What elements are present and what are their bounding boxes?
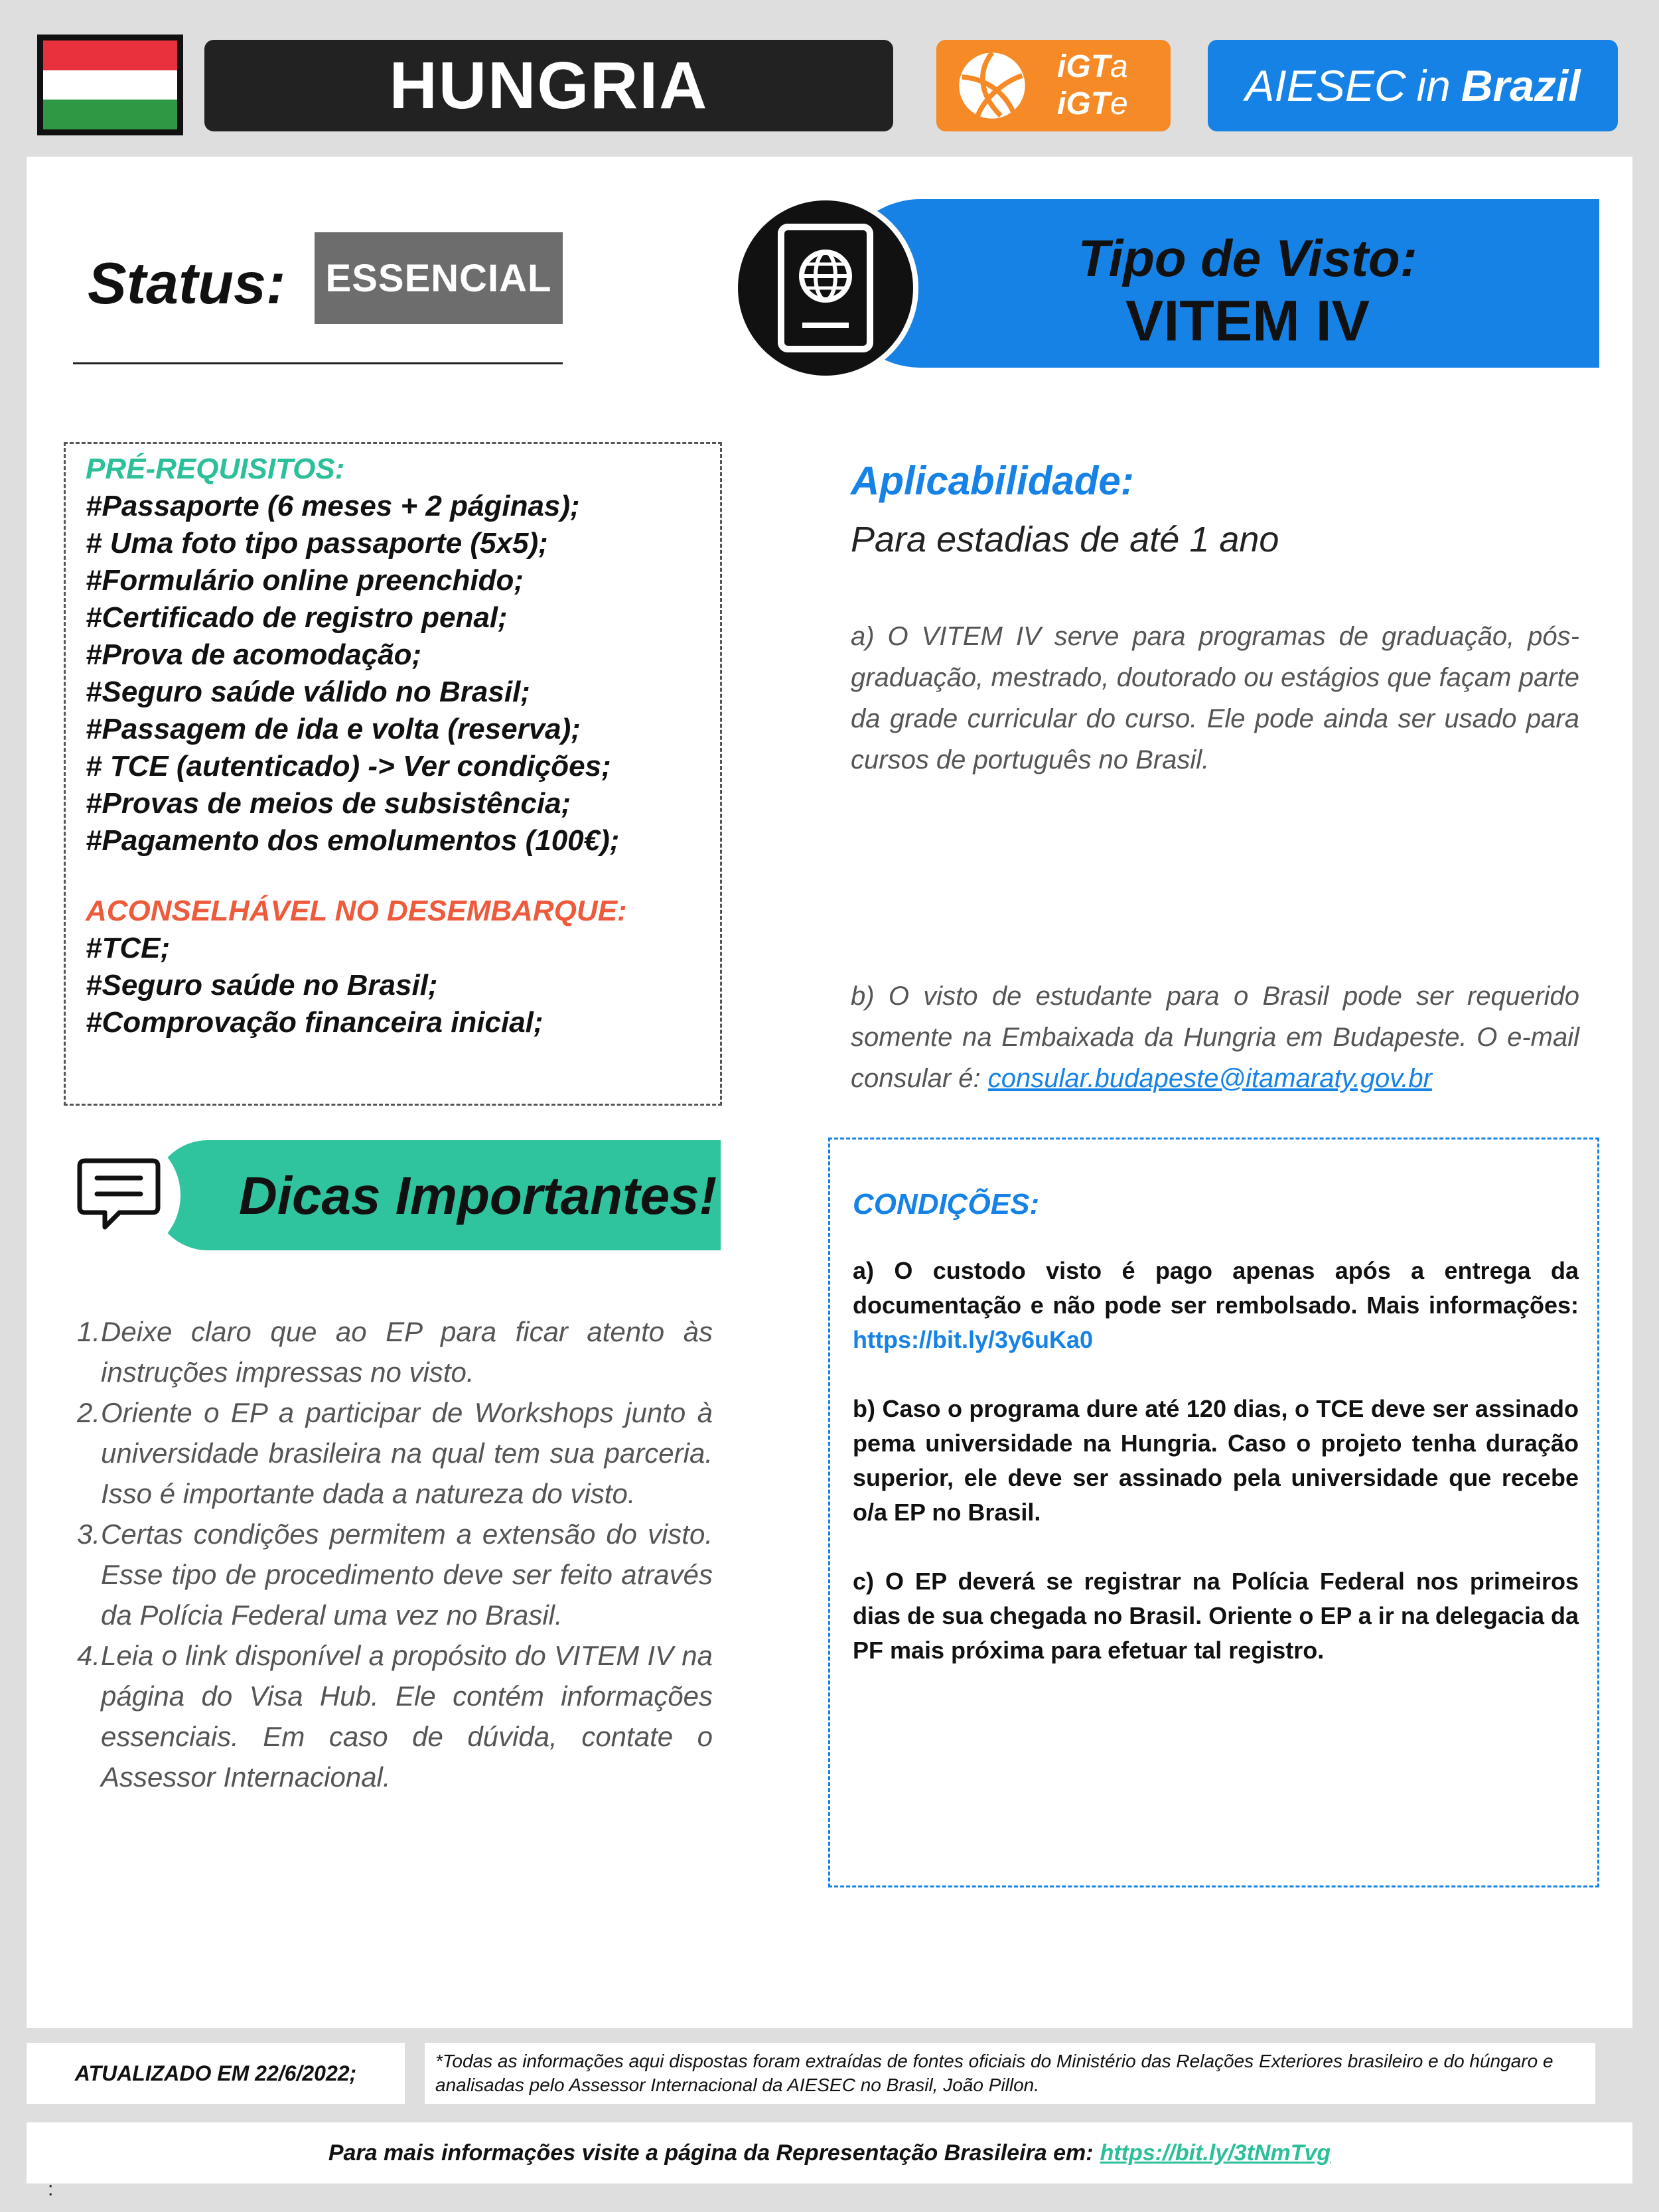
tips-title: Dicas Importantes! xyxy=(239,1166,717,1225)
visa-title-label: Tipo de Visto: xyxy=(1078,229,1417,287)
prereq-item: #Pagamento dos emolumentos (100€); xyxy=(86,824,620,857)
country-title xyxy=(204,40,893,131)
igt-line1: iGT xyxy=(1057,49,1110,84)
status-label: Status: xyxy=(88,250,286,316)
applicability-paragraph-b xyxy=(851,976,1579,1099)
prereq-item: #Provas de meios de subsistência; xyxy=(86,787,571,820)
more-info-bar xyxy=(27,2122,1632,2183)
volleyball-icon xyxy=(956,50,1028,121)
source-note: *Todas as informações aqui dispostas foram extraídas de fontes oficiais do Ministério das Relações Exteriores brasileiro e do húngaro e analisadas pelo Assessor Internacional da AIESEC no Brasil, João Pillon. xyxy=(425,2043,1595,2104)
tip-text: Oriente o EP a participar de Workshops junto à universidade brasileira na qual tem sua parceria. Isso é importante dada a natureza do visto. xyxy=(101,1397,713,1509)
tip-item xyxy=(77,1635,713,1797)
chat-bubble-icon xyxy=(76,1155,162,1235)
applicability-title: Aplicabilidade: xyxy=(851,459,1134,503)
igt-badge xyxy=(936,40,1171,131)
tips-icon-circle xyxy=(57,1134,180,1257)
prerequisites-title: PRÉ-REQUISITOS: xyxy=(86,453,345,485)
consular-email-link[interactable]: consular.budapeste@itamaraty.gov.br xyxy=(987,1064,1432,1093)
condition-a-link[interactable]: https://bit.ly/3y6uKa0 xyxy=(853,1326,1094,1353)
tip-number: 1. xyxy=(77,1316,101,1347)
visa-type: VITEM IV xyxy=(1125,289,1370,353)
prereq-item: #Passagem de ida e volta (reserva); xyxy=(86,713,581,745)
prereq-item: #Seguro saúde válido no Brasil; xyxy=(86,676,530,708)
applicability-paragraph-b-text: b) O visto de estudante para o Brasil pode ser requerido somente na Embaixada da Hungria em Budapeste. O e-mail consular é: xyxy=(851,982,1579,1093)
tip-number: 3. xyxy=(77,1518,101,1550)
conditions-title: CONDIÇÕES: xyxy=(853,1188,1040,1220)
applicability-subtitle: Para estadias de até 1 ano xyxy=(851,520,1279,559)
stray-mark: : xyxy=(48,2178,54,2200)
applicability-paragraph-a: a) O VITEM IV serve para programas de graduação, pós-graduação, mestrado, doutorado ou estágios que façam parte da grade curricular do curso. Ele pode ainda ser usado para cursos de português no Brasil. xyxy=(851,622,1579,774)
advisable-item: #Seguro saúde no Brasil; #Comprovação financeira inicial; xyxy=(86,969,543,1039)
aiesec-prefix: AIESEC xyxy=(1245,61,1406,110)
updated-date: ATUALIZADO EM 22/6/2022; xyxy=(27,2043,405,2104)
prereq-item: # Uma foto tipo passaporte (5x5); xyxy=(86,527,548,559)
more-info-link[interactable]: https://bit.ly/3tNmTvg xyxy=(1100,2140,1331,2166)
main-panel xyxy=(27,157,1632,2028)
tip-number: 2. xyxy=(77,1397,101,1428)
tips-list xyxy=(77,1311,713,1797)
prereq-item: #Prova de acomodação; xyxy=(86,638,422,671)
condition-a-text: a) O custodo visto é pago apenas após a entrega da documentação e não pode ser rembolsado. Mais informações: xyxy=(853,1257,1579,1319)
prereq-item: #Certificado de registro penal; xyxy=(86,601,508,634)
advisable-title: ACONSELHÁVEL NO DESEMBARQUE: xyxy=(86,895,627,927)
tip-item xyxy=(77,1514,713,1635)
status-badge: ESSENCIAL xyxy=(315,232,563,324)
aiesec-country: Brazil xyxy=(1461,61,1581,110)
prereq-item: #Formulário online preenchido; xyxy=(86,564,524,597)
tip-text: Leia o link disponível a propósito do VITEM IV na página do Visa Hub. Ele contém informações essenciais. Em caso de dúvida, contate o Assessor Internacional. xyxy=(101,1640,713,1793)
aiesec-brand xyxy=(1208,40,1618,131)
status-divider xyxy=(73,362,563,364)
igt-line1-suffix: a xyxy=(1110,49,1128,84)
more-info-text: Para mais informações visite a página da Representação Brasileira em: xyxy=(328,2140,1094,2166)
prerequisites-box xyxy=(64,442,722,1106)
hungary-flag-icon xyxy=(37,35,183,135)
igt-line2-suffix: e xyxy=(1110,86,1128,121)
prereq-item: #Passaporte (6 meses + 2 páginas); xyxy=(86,490,580,522)
country-name: HUNGRIA xyxy=(389,48,709,123)
condition-b: b) Caso o programa dure até 120 dias, o TCE deve ser assinado pema universidade na Hungria. Caso o projeto tenha duração superior, ele deve ser assinado pela universidade que recebe o/a EP no Brasil. xyxy=(853,1395,1579,1526)
visa-title xyxy=(916,228,1579,354)
conditions-box xyxy=(828,1138,1599,1887)
tip-number: 4. xyxy=(77,1640,101,1671)
tip-text: Deixe claro que ao EP para ficar atento às instruções impressas no visto. xyxy=(101,1316,713,1388)
prereq-item: # TCE (autenticado) -> Ver condições; xyxy=(86,750,611,782)
passport-icon xyxy=(776,222,875,354)
visa-icon-circle xyxy=(738,200,913,376)
igt-line2: iGT xyxy=(1057,86,1110,121)
tip-text: Certas condições permitem a extensão do visto. Esse tipo de procedimento deve ser feito através da Polícia Federal uma vez no Brasil. xyxy=(101,1518,713,1631)
tip-item xyxy=(77,1392,713,1514)
aiesec-in: in xyxy=(1416,61,1451,110)
condition-a xyxy=(853,1254,1579,1357)
tip-item xyxy=(77,1311,713,1392)
advisable-item: #TCE; xyxy=(86,932,171,964)
condition-c: c) O EP deverá se registrar na Polícia Federal nos primeiros dias de sua chegada no Brasil. Oriente o EP a ir na delegacia da PF mais próxima para efetuar tal registro. xyxy=(853,1568,1579,1664)
